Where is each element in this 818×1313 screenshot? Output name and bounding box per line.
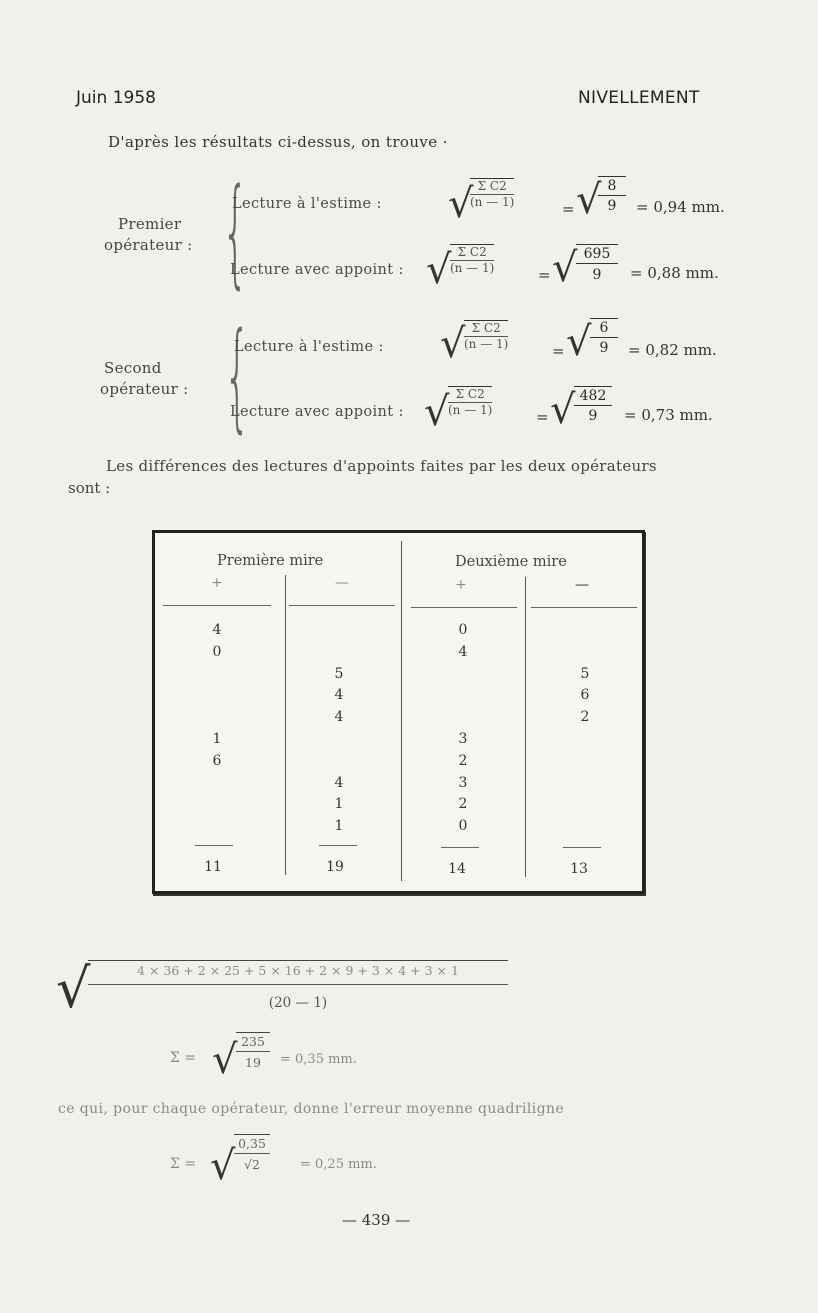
- sqrt-icon: √: [566, 319, 592, 365]
- sigma2-den: √2: [244, 1157, 260, 1172]
- operator-1-label: [104, 214, 192, 256]
- table-cell: 4: [334, 709, 344, 726]
- table-cell: 1: [334, 796, 344, 813]
- bottom-denominator: (20 — 1): [268, 995, 328, 1011]
- sqrt-icon: √: [210, 1143, 236, 1189]
- equals-sign: =: [536, 408, 549, 426]
- table-cell: [327, 620, 351, 642]
- column-deuxieme-plus: [451, 620, 475, 838]
- op1-row1-fraction2: [598, 176, 626, 216]
- sigma-label: Σ =: [170, 1050, 197, 1066]
- op1-row2-result: = 0,88 mm.: [630, 264, 719, 282]
- op2-row1-result: = 0,82 mm.: [628, 341, 717, 359]
- table-cell: 4: [458, 643, 468, 660]
- sigma2-result: = 0,25 mm.: [300, 1157, 377, 1172]
- op2-row1-fraction: [464, 320, 508, 352]
- table-cell: 2: [580, 709, 590, 726]
- sqrt-icon: √: [576, 177, 602, 223]
- table-cell: [451, 664, 475, 686]
- sigma2-fraction: [234, 1134, 270, 1176]
- table-cell: 2: [458, 752, 468, 769]
- table-cell: [327, 642, 351, 664]
- page-number: — 439 —: [342, 1211, 411, 1229]
- divider-mires: [401, 541, 402, 881]
- total-rule-4: [563, 847, 601, 848]
- sigma-num: 235: [236, 1033, 270, 1052]
- equals-sign: =: [562, 200, 575, 218]
- sqrt-icon: √: [426, 247, 452, 293]
- table-cell: 6: [212, 752, 222, 769]
- conclusion-text: ce qui, pour chaque opérateur, donne l'erreur moyenne quadriligne: [58, 1101, 565, 1117]
- sigma2-label: Σ =: [170, 1156, 197, 1172]
- brace-operator-1: {: [222, 162, 249, 300]
- table-cell: [205, 773, 229, 795]
- op1-row1-num2: 8: [598, 177, 626, 196]
- total-premiere-minus: 19: [326, 859, 344, 875]
- op1-row2-fraction: [450, 244, 494, 276]
- total-rule-2: [319, 845, 357, 846]
- total-rule-1: [195, 845, 233, 846]
- subheader-plus-2: +: [455, 577, 467, 593]
- op1-row1-result: = 0,94 mm.: [636, 198, 725, 216]
- table-cell: 5: [334, 665, 344, 682]
- sqrt-icon: √: [424, 389, 450, 435]
- sqrt-icon: √: [440, 321, 466, 367]
- differences-text: Les différences des lectures d'appoints faites par les deux opérateurs: [106, 457, 657, 475]
- table-cell: [573, 773, 597, 795]
- table-cell: [327, 751, 351, 773]
- sigma-den: 19: [245, 1055, 261, 1070]
- operator-2-label-line2: opérateur :: [100, 380, 189, 398]
- header-rule-3: [411, 607, 517, 608]
- header-rule-4: [531, 607, 637, 608]
- equals-sign: =: [538, 266, 551, 284]
- table-cell: [327, 729, 351, 751]
- op2-row2-num: Σ C2: [448, 387, 492, 403]
- equals-sign: =: [552, 342, 565, 360]
- divider-col-3: [525, 577, 526, 877]
- op1-row1-num: Σ C2: [470, 179, 514, 195]
- sigma-result: = 0,35 mm.: [280, 1052, 357, 1067]
- sigma2-num: 0,35: [234, 1135, 270, 1154]
- table-cell: 0: [458, 818, 468, 835]
- bottom-fraction: [88, 960, 508, 1011]
- table-cell: 0: [212, 643, 222, 660]
- op2-row1-den: (n — 1): [464, 337, 509, 351]
- total-deuxieme-plus: 14: [448, 861, 466, 877]
- table-cell: [205, 664, 229, 686]
- table-cell: 0: [458, 622, 468, 638]
- table-cell: 4: [334, 774, 344, 791]
- differences-text-end: sont :: [68, 479, 111, 497]
- sigma-fraction: [236, 1032, 270, 1074]
- bottom-numerator: 4 × 36 + 2 × 25 + 5 × 16 + 2 × 9 + 3 × 4 + 3 × 1: [88, 961, 508, 985]
- op1-row2-num: Σ C2: [450, 245, 494, 261]
- column-deuxieme-minus: [573, 620, 597, 838]
- op2-row2-result: = 0,73 mm.: [624, 406, 713, 424]
- brace-operator-2: {: [224, 306, 251, 444]
- column-premiere-minus: [327, 620, 351, 838]
- table-cell: [205, 685, 229, 707]
- subheader-minus-2: —: [575, 577, 589, 593]
- table-cell: [573, 816, 597, 838]
- operator-1-label-line1: Premier: [118, 215, 182, 233]
- op1-row2-den: (n — 1): [450, 261, 495, 275]
- table-cell: 6: [580, 687, 590, 704]
- table-cell: [573, 751, 597, 773]
- op2-row1-den2: 9: [599, 340, 609, 356]
- table-cell: [573, 794, 597, 816]
- op2-row2-den2: 9: [588, 408, 598, 424]
- table-cell: [205, 816, 229, 838]
- total-deuxieme-minus: 13: [570, 861, 588, 877]
- table-cell: 3: [458, 774, 468, 791]
- sqrt-icon: √: [212, 1037, 238, 1083]
- operator-2-label: [100, 358, 188, 400]
- op2-row1-fraction2: [590, 318, 618, 358]
- sqrt-icon: √: [56, 957, 91, 1020]
- table-cell: 1: [212, 730, 222, 747]
- op1-row2-fraction2: [576, 244, 618, 286]
- subheader-minus-1: —: [335, 575, 349, 591]
- op1-row2-den2: 9: [592, 267, 602, 283]
- table-cell: [573, 729, 597, 751]
- op2-row2-label: Lecture avec appoint :: [230, 404, 404, 420]
- op2-row2-fraction2: [574, 386, 612, 426]
- divider-col-1: [285, 575, 286, 875]
- table-cell: 1: [334, 818, 344, 835]
- table-cell: [573, 642, 597, 664]
- op1-row1-den2: 9: [607, 198, 617, 214]
- op2-row1-num2: 6: [590, 319, 618, 338]
- op1-row1-den: (n — 1): [470, 195, 515, 209]
- total-rule-3: [441, 847, 479, 848]
- intro-text: D'après les résultats ci-dessus, on trouve ·: [108, 133, 448, 151]
- op1-row2-label: Lecture avec appoint :: [230, 262, 404, 278]
- table-cell: 3: [458, 730, 468, 747]
- table-cell: 4: [334, 687, 344, 704]
- sqrt-icon: √: [550, 387, 576, 433]
- op1-row2-num2: 695: [576, 245, 618, 264]
- op2-row2-num2: 482: [574, 387, 612, 406]
- table-cell: 4: [212, 622, 222, 638]
- table-cell: [205, 794, 229, 816]
- header-rule-1: [163, 605, 271, 606]
- operator-2-label-line1: Second: [104, 359, 162, 377]
- total-premiere-plus: 11: [204, 859, 222, 875]
- op1-row1-label: Lecture à l'estime :: [232, 196, 382, 212]
- subheader-plus-1: +: [211, 575, 223, 591]
- op1-row1-fraction: [470, 178, 514, 210]
- differences-table: [152, 530, 645, 894]
- table-cell: [451, 707, 475, 729]
- sqrt-icon: √: [552, 245, 578, 291]
- table-cell: 5: [580, 665, 590, 682]
- header-section-title: NIVELLEMENT: [578, 88, 700, 108]
- column-premiere-plus: [205, 620, 229, 838]
- operator-1-label-line2: opérateur :: [104, 236, 193, 254]
- op2-row1-label: Lecture à l'estime :: [234, 339, 384, 355]
- header-date: Juin 1958: [76, 88, 156, 108]
- header-rule-2: [289, 605, 395, 606]
- sqrt-icon: √: [448, 181, 474, 227]
- op2-row2-fraction: [448, 386, 492, 418]
- table-cell: [573, 620, 597, 642]
- table-cell: [451, 685, 475, 707]
- table-cell: [205, 707, 229, 729]
- op2-row2-den: (n — 1): [448, 403, 493, 417]
- table-cell: 2: [458, 796, 468, 813]
- op2-row1-num: Σ C2: [464, 321, 508, 337]
- header-premiere-mire: Première mire: [217, 553, 324, 569]
- header-deuxieme-mire: Deuxième mire: [455, 554, 567, 570]
